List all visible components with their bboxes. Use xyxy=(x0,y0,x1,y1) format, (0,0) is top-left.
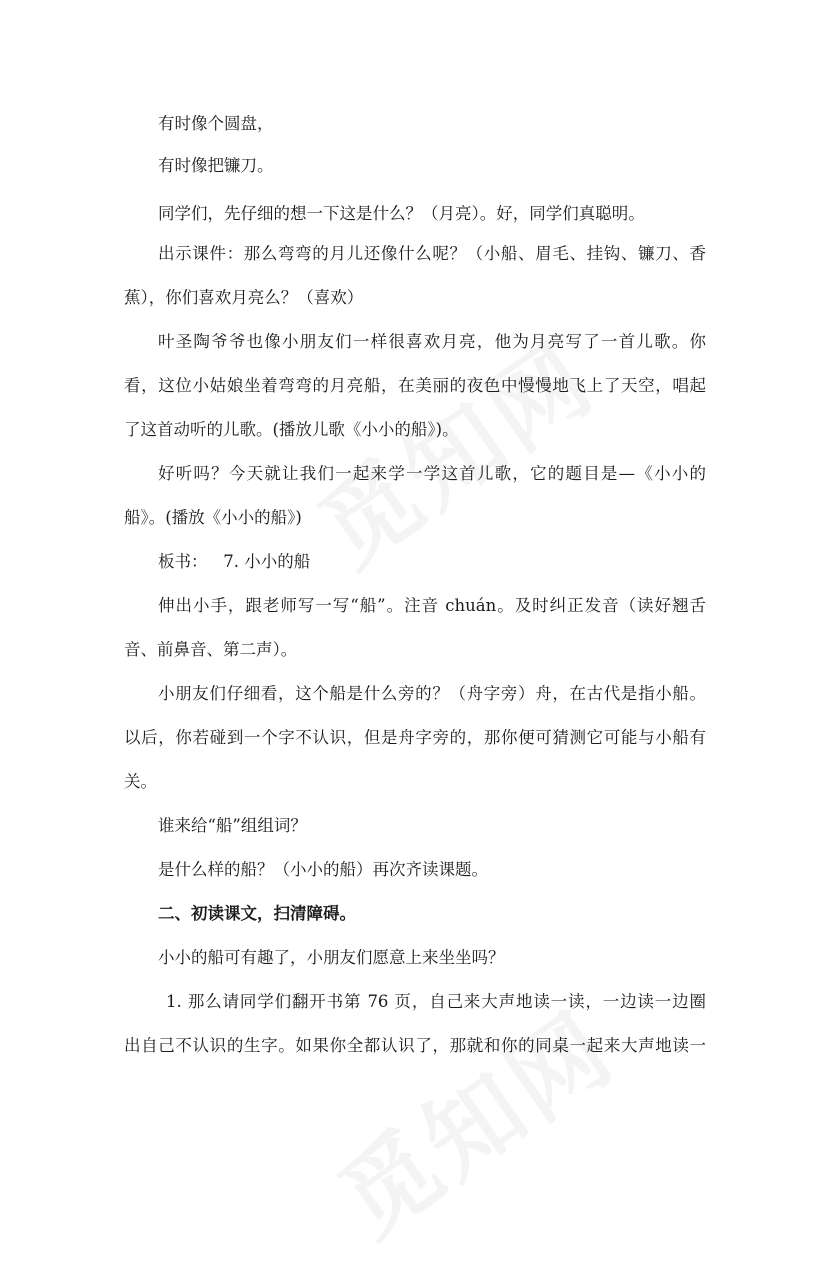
text-line: 小朋友们仔细看，这个船是什么旁的？（舟字旁）舟，在古代是指小船。 xyxy=(158,684,706,703)
text-line: 好听吗？今天就让我们一起来学一学这首儿歌，它的题目是—《小小的 xyxy=(158,464,706,483)
text-line: 有时像把镰刀。 xyxy=(158,156,274,175)
text-line: 同学们，先仔细的想一下这是什么？（月亮）。好，同学们真聪明。 xyxy=(158,204,645,223)
text-line: 1. 那么请同学们翻开书第 76 页，自己来大声地读一读，一边读一边圈 xyxy=(166,992,706,1011)
text-line: 看，这位小姑娘坐着弯弯的月亮船，在美丽的夜色中慢慢地飞上了天空，唱起 xyxy=(124,376,706,395)
text-line: 有时像个圆盘， xyxy=(158,114,274,133)
text-line: 叶圣陶爷爷也像小朋友们一样很喜欢月亮，他为月亮写了一首儿歌。你 xyxy=(158,332,706,351)
text-line: 蕉），你们喜欢月亮么？（喜欢） xyxy=(124,288,364,307)
text-line: 船》。(播放《小小的船》) xyxy=(124,508,302,527)
text-line: 谁来给“船”组组词？ xyxy=(158,816,307,835)
text-line: 以后，你若碰到一个字不认识，但是舟字旁的，那你便可猜测它可能与小船有 xyxy=(124,728,706,747)
text-line: 是什么样的船？（小小的船）再次齐读课题。 xyxy=(158,860,488,879)
text-line: 伸出小手，跟老师写一写“船”。注音 chuán。及时纠正发音（读好翘舌 xyxy=(158,596,706,615)
text-line: 出自己不认识的生字。如果你全都认识了，那就和你的同桌一起来大声地读一 xyxy=(124,1036,706,1055)
text-line: 关。 xyxy=(124,772,157,791)
text-line: 小小的船可有趣了，小朋友们愿意上来坐坐吗？ xyxy=(158,948,505,967)
section-heading: 二、初读课文，扫清障碍。 xyxy=(158,904,356,923)
text-line: 了这首动听的儿歌。(播放儿歌《小小的船》)。 xyxy=(124,420,459,439)
watermark xyxy=(308,975,637,1262)
blackboard-heading: 板书： 7. 小小的船 xyxy=(158,552,311,571)
text-line: 音、前鼻音、第二声）。 xyxy=(124,640,298,659)
text-line: 出示课件：那么弯弯的月儿还像什么呢？（小船、眉毛、挂钩、镰刀、香 xyxy=(158,244,706,263)
